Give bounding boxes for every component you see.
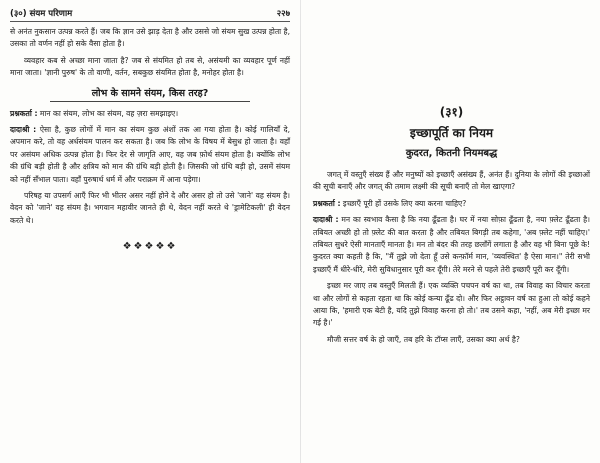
heading-underline xyxy=(50,101,250,102)
section-ornament: ❖❖❖❖❖ xyxy=(122,241,178,253)
answer xyxy=(313,214,590,276)
question xyxy=(313,198,590,210)
page-header xyxy=(10,8,290,22)
paragraph: जगत् में वस्तुएँ संख्य हैं और मनुष्यों को इच्छाएँ असंख्य हैं, अनंत हैं। दुनिया के लोगों की इच्छाओं की सूची बनाएँ और जगत् की तमाम लक्ष्मी की सूची बनाएँ तो मेल खाएगा? xyxy=(313,170,590,192)
question-text: मान का संयम, लोभ का संयम, वह ज़रा समझाइए। xyxy=(37,108,179,118)
paragraph: मौजी सत्तर वर्ष के हो जाएँ, तब हरि के टॉप्स लाएँ, उसका क्या अर्थ है? xyxy=(327,334,520,344)
chapter-title: इच्छापूर्ति का नियम xyxy=(409,126,494,140)
answerer-label: दादाश्री : xyxy=(313,215,339,225)
paragraph: इच्छा मर जाए तब वस्तुएँ मिलती हैं। एक व्यक्ति पचपन वर्ष का था, तब विवाह का विचार करता था और लोगों से कहता रहता था कि कोई कन्या ढूँढ दो। और फिर अट्ठावन वर्ष का हुआ तो कोई कहने आया कि, 'हमारी एक बेटी है, यदि तुझे विवाह करना हो तो।' तब उसने कहा, 'नहीं, अब मेरी इच्छा मर गई है।' xyxy=(313,281,590,328)
questioner-label: प्रश्नकर्ता : xyxy=(10,108,38,118)
running-title: (३०) संयम परिणाम xyxy=(10,9,73,19)
answer-text: मन का स्वभाव कैसा है कि नया ढूँढता है। घर में नया सोफ़ा ढूँढता है, नया फ़्लेट ढूँढता है। तबियत अच्छी हो तो फ़्लेट की बात करता है और तबियत बिगड़ी तब कहेगा, 'अब फ़्लेट नहीं चाहिए।' तबियत सुधरे ऐसी मानताएँ मानता है। मन तो बंदर की तरह छलाँगें लगाता है और वह भी बिना पूछे के! कुदरत क्या कहती है कि, "मैं तुझे जो देता हूँ उसे कन्फ़ॉर्म मान, 'व्यवस्थित' है ऐसा मान।" तेरी सभी इच्छाएँ मैं धीरे-धीरे, मेरी सुविधानुसार पूरी कर दूँगी। तेरे मरने से पहले तेरी इच्छाएँ पूरी कर दूँगी। xyxy=(313,215,590,274)
answer-text: ऐसा है, कुछ लोगों में मान का संयम कुछ अंशों तक आ गया होता है। कोई गालियाँ दे, अपमान करे, तो वह अर्धसंयम पालन कर सकता है। जब कि लोभ के विषय में बेसुध हो जाता है। वहाँ पर असंयम अधिक उत्पन्न होता है। फिर देर से जागृति आए, वह जब फ़ोर्थ संयम होता है। क्योंकि लोभ की ग्रंथि बड़ी होती है और क्षत्रिय को मान की ग्रंथि बड़ी होती है। जिसकी जो ग्रंथि बड़ी हो, उसमें संयम को नहीं सँभाल पाता। वहाँ पुरुषार्थ धर्म में और पराक्रम में आना पड़ेगा। xyxy=(10,125,290,184)
question xyxy=(10,108,290,120)
answerer-label: दादाश्री : xyxy=(10,125,37,135)
question-text: इच्छाएँ पूरी हों उसके लिए क्या करना चाहिए? xyxy=(340,198,467,208)
chapter-number: (३१) xyxy=(439,105,464,119)
paragraph: व्यवहार कब से अच्छा माना जाता है? जब से संयमित हो तब से, असंयमी का व्यवहार पूर्ण नहीं माना जाता। 'ज्ञानी पुरुष' के तो वाणी, वर्तन, सबकुछ संयमित होता है, मनोहर होता है। xyxy=(10,55,290,78)
chapter-subtitle: कुदरत, कितनी नियमबद्ध xyxy=(405,148,498,159)
questioner-label: प्रश्नकर्ता : xyxy=(313,198,341,208)
right-page xyxy=(301,0,600,463)
paragraph: से अनंत नुकसान उत्पन्न करते हैं। जब कि ज्ञान उसे झाड़ देता है और उससे जो संयम सुख उत्पन्न होता है, उसका तो वर्णन नहीं हो सके वैसा होता है। xyxy=(10,27,290,49)
section-heading: लोभ के सामने संयम, किस तरह? xyxy=(91,87,209,99)
paragraph: परिषह या उपसर्ग आएँ फिर भी भीतर असर नहीं होने दे और असर हो तो उसे 'जाने' वह संयम है। वेदन को 'जाने' वह संयम है। भगवान महावीर जानते ही थे, वेदन नहीं करते थे 'ड्रामेटिकली' ही वेदन करते थे। xyxy=(10,191,290,225)
answer xyxy=(10,124,290,186)
page-number: २२७ xyxy=(276,9,290,19)
